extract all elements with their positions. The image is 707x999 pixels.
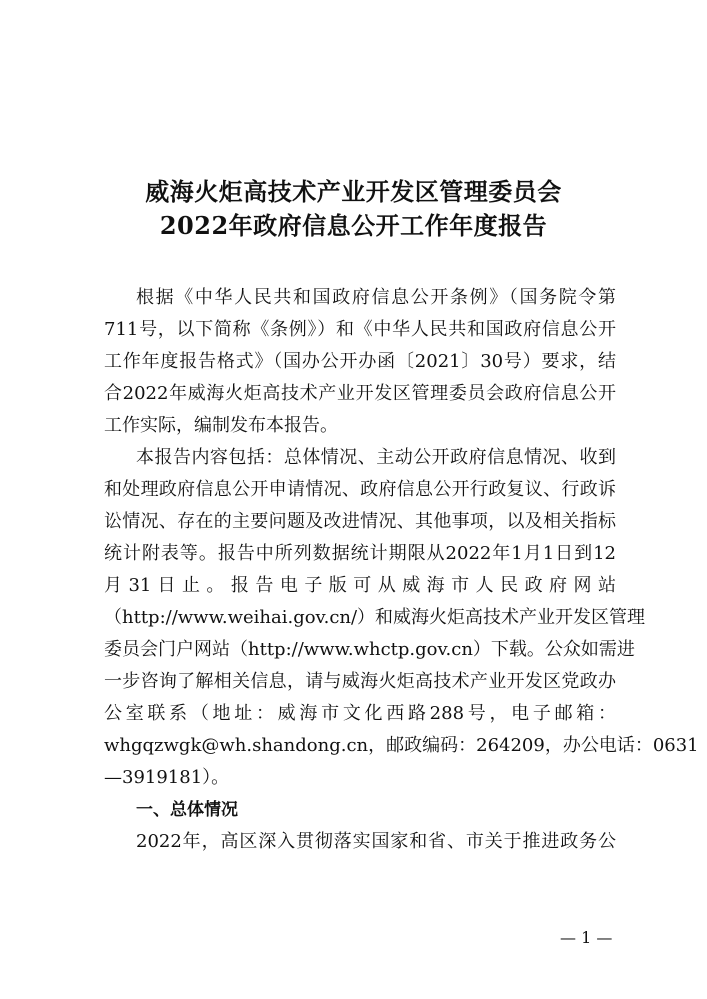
text-line: 公室联系（地址：威海市文化西路288号，电子邮箱： <box>104 703 616 724</box>
text-line: 711号，以下简称《条例》）和《中华人民共和国政府信息公开 <box>104 319 616 340</box>
text-line: （http://www.weihai.gov.cn/）和威海火炬高技术产业开发区管理 <box>104 607 646 628</box>
text-line: 月 31 日 止 。 报 告 电 子 版 可 从 威 海 市 人 民 政 府 网 站 <box>104 575 616 596</box>
text-line: 工作年度报告格式》（国办公开办函〔2021〕30号）要求，结 <box>104 351 616 372</box>
report-title-line-2: 2022年政府信息公开工作年度报告 <box>159 211 548 240</box>
text-line: whgqzwgk@wh.shandong.cn，邮政编码：264209，办公电话：0631 <box>104 735 699 756</box>
text-line: 一步咨询了解相关信息，请与威海火炬高技术产业开发区党政办 <box>104 671 616 692</box>
text-line: 工作实际，编制发布本报告。 <box>104 415 338 436</box>
report-title-line-1: 威海火炬高技术产业开发区管理委员会 <box>145 177 562 206</box>
document-body <box>104 282 699 858</box>
section-heading: 一、总体情况 <box>136 800 238 820</box>
text-line: 和处理政府信息公开申请情况、政府信息公开行政复议、行政诉 <box>104 479 616 500</box>
text-line: 根据《中华人民共和国政府信息公开条例》（国务院令第 <box>136 287 616 308</box>
text-line: 讼情况、存在的主要问题及改进情况、其他事项，以及相关指标 <box>104 511 616 532</box>
text-line: 2022年，高区深入贯彻落实国家和省、市关于推进政务公 <box>136 831 616 852</box>
text-line: 委员会门户网站（http://www.whctp.gov.cn）下载。公众如需进 <box>104 639 635 660</box>
text-line: —3919181）。 <box>104 767 230 788</box>
text-line: 合2022年威海火炬高技术产业开发区管理委员会政府信息公开 <box>104 383 616 404</box>
text-line: 统计附表等。报告中所列数据统计期限从2022年1月1日到12 <box>104 543 616 564</box>
text-line: 本报告内容包括：总体情况、主动公开政府信息情况、收到 <box>136 447 616 468</box>
page-number: — 1 — <box>560 928 613 947</box>
